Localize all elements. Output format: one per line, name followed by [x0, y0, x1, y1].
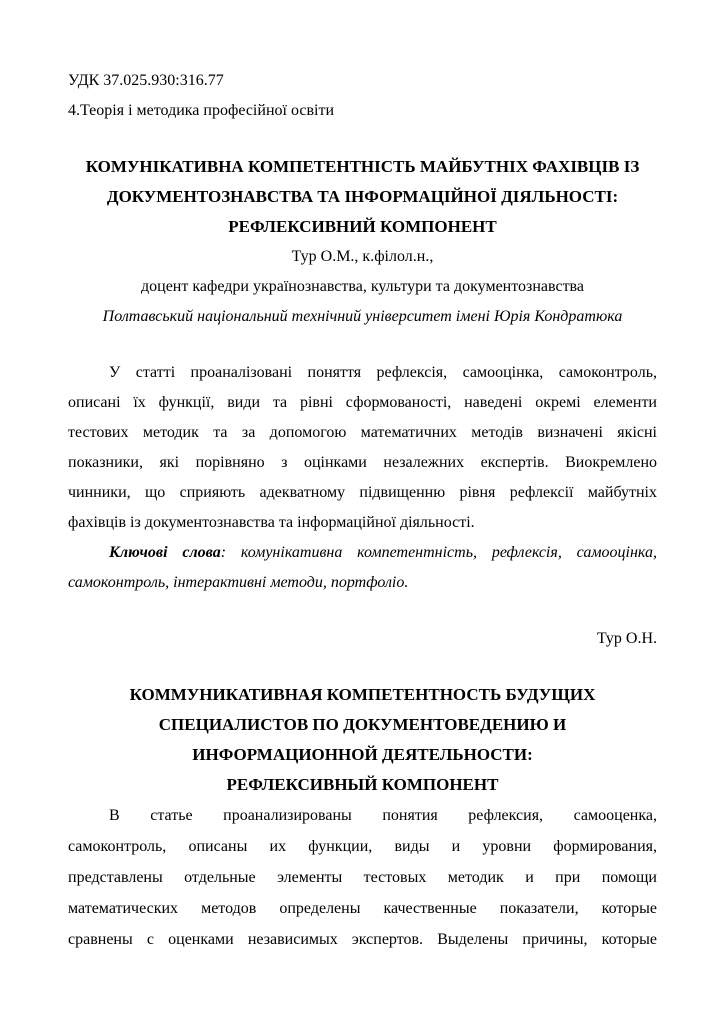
keywords-list-part2: самоконтроль, інтерактивні методи, портфоліо.: [68, 574, 409, 591]
article-title-ru-line: РЕФЛЕКСИВНЫЙ КОМПОНЕНТ: [226, 775, 499, 794]
abstract-ua: [68, 358, 657, 538]
keywords-ua: [68, 538, 657, 598]
section-heading: 4.Теорія і методика професійної освіти: [68, 102, 334, 119]
article-title-ua-line: КОМУНІКАТИВНА КОМПЕТЕНТНІСТЬ МАЙБУТНІХ ФАХІВЦІВ ІЗ: [85, 157, 640, 176]
abstract-ru-line: представлены отдельные элементы тестовых методик и при помощи: [68, 869, 657, 886]
article-title-ru: [68, 680, 657, 800]
article-title-ru-line: КОММУНИКАТИВНАЯ КОМПЕТЕНТНОСТЬ БУДУЩИХ: [129, 685, 596, 704]
keywords-list-part1: : комунікативна компетентність, рефлексія, самооцінка,: [220, 544, 658, 561]
author-university: Полтавський національний технічний університет імені Юрія Кондратюка: [102, 308, 623, 325]
author-name-ua: Тур О.М., к.філол.н.,: [291, 248, 434, 265]
author-position: доцент кафедри українознавства, культури та документознавства: [141, 278, 584, 295]
abstract-ua-line: описані їх функції, види та рівні сформованості, наведені окремі елементи: [68, 394, 657, 411]
abstract-ru-line: сравнены с оценками независимых экспертов. Выделены причины, которые: [68, 931, 657, 948]
abstract-ru-line: математических методов определены качественные показатели, которые: [68, 900, 657, 917]
article-title-ua-line: ДОКУМЕНТОЗНАВСТВА ТА ІНФОРМАЦІЙНОЇ ДІЯЛЬНОСТІ:: [106, 187, 619, 206]
abstract-ua-line: показники, які порівняно з оцінками незалежних експертів. Виокремлено: [68, 454, 657, 471]
abstract-ua-line: У статті проаналізовані поняття рефлексія, самооцінка, самоконтроль,: [109, 364, 657, 381]
article-title-ru-line: ИНФОРМАЦИОННОЙ ДЕЯТЕЛЬНОСТИ:: [192, 745, 533, 764]
article-title-ua-line: РЕФЛЕКСИВНИЙ КОМПОНЕНТ: [228, 217, 497, 236]
author-name-ru: Тур О.Н.: [596, 630, 657, 647]
article-title-ua: [68, 152, 657, 242]
article-title-ru-line: СПЕЦИАЛИСТОВ ПО ДОКУМЕНТОВЕДЕНИЮ И: [158, 715, 567, 734]
abstract-ru: [68, 800, 657, 955]
abstract-ru-line: В статье проанализированы понятия рефлексия, самооценка,: [109, 807, 657, 824]
abstract-ru-line: самоконтроль, описаны их функции, виды и уровни формирования,: [68, 838, 657, 855]
udc-number: УДК 37.025.930:316.77: [68, 72, 224, 89]
abstract-ua-line: фахівців із документознавства та інформаційної діяльності.: [68, 514, 475, 531]
abstract-ua-line: тестових методик та за допомогою математичних методів визначені якісні: [68, 424, 657, 441]
keywords-ua-line: [68, 538, 657, 568]
keywords-label: Ключові слова: [109, 544, 221, 561]
abstract-ua-line: чинники, що сприяють адекватному підвищенню рівня рефлексії майбутніх: [68, 484, 657, 501]
